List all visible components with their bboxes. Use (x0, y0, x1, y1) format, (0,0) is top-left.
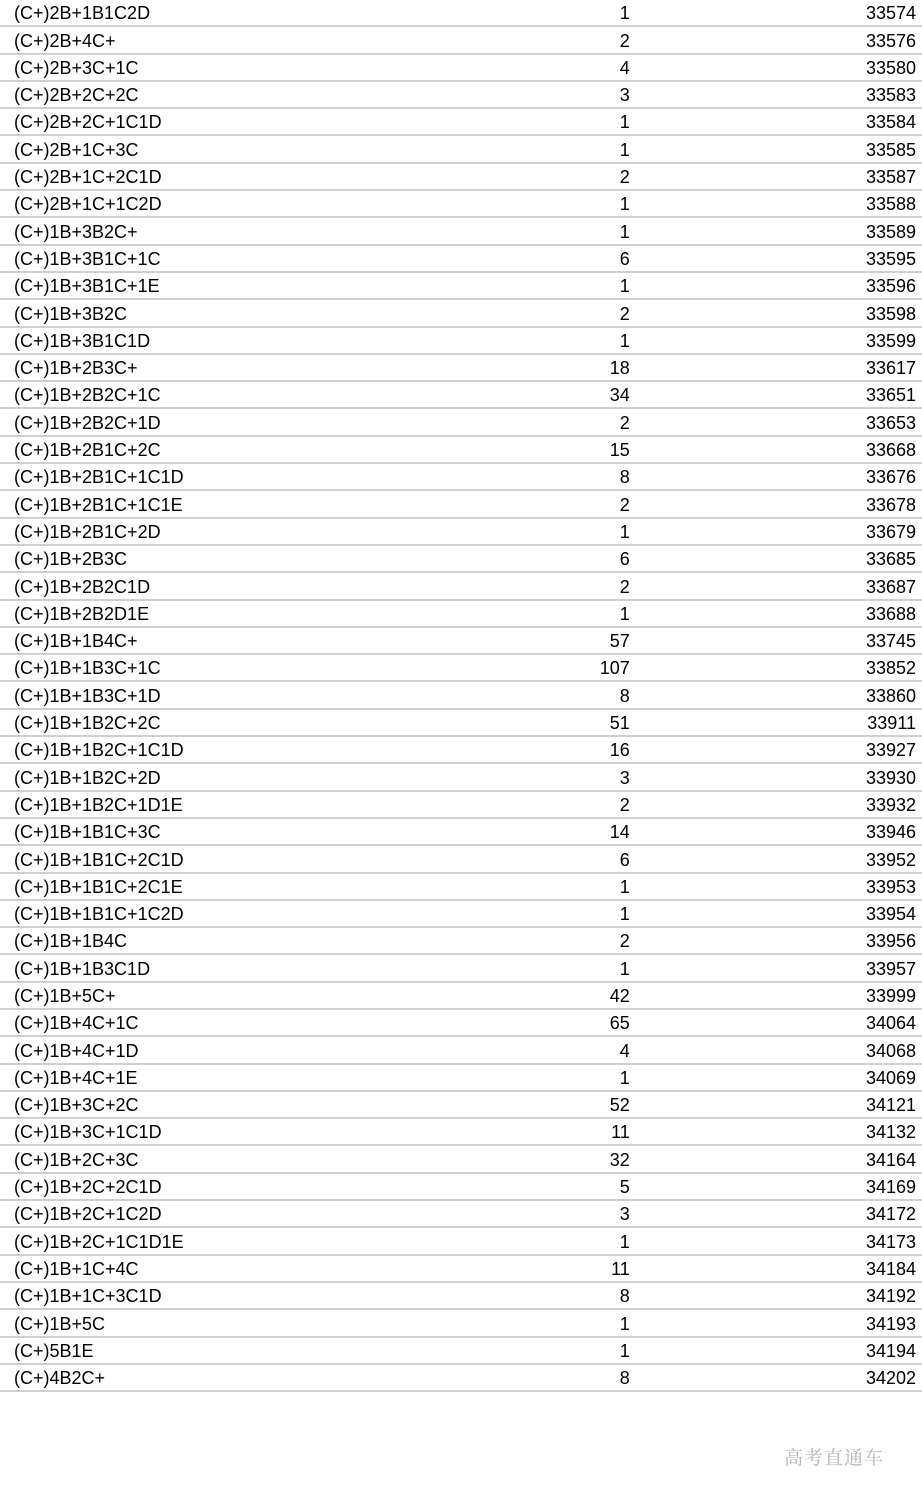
count-cell: 1 (619, 521, 630, 542)
count-cell: 15 (609, 440, 630, 461)
cumulative-cell: 33860 (865, 685, 916, 706)
cumulative-cell: 34172 (865, 1204, 916, 1225)
grade-combination-cell: (C+)1B+5C (14, 1313, 106, 1334)
grade-combination-cell: (C+)4B2C+ (14, 1368, 106, 1389)
table-row (0, 82, 922, 109)
table-row (0, 710, 922, 737)
cumulative-cell: 34194 (865, 1340, 916, 1361)
count-cell: 8 (619, 467, 630, 488)
count-cell: 1 (619, 139, 630, 160)
table-row (0, 1092, 922, 1119)
cumulative-cell: 33676 (865, 467, 916, 488)
grade-combination-cell: (C+)1B+2B3C+ (14, 358, 138, 379)
table-row (0, 819, 922, 846)
grade-combination-cell: (C+)1B+2B2C+1C (14, 385, 161, 406)
cumulative-cell: 34164 (865, 1149, 916, 1170)
table-row (0, 1365, 922, 1392)
cumulative-cell: 33679 (865, 521, 916, 542)
count-cell: 32 (609, 1149, 630, 1170)
grade-combination-cell: (C+)1B+2B1C+2C (14, 440, 161, 461)
watermark: 高考直通车 (784, 1447, 885, 1469)
grade-combination-cell: (C+)1B+2C+1C2D (14, 1204, 162, 1225)
table-row (0, 409, 922, 436)
count-cell: 1 (619, 904, 630, 925)
cumulative-cell: 33678 (865, 494, 916, 515)
cumulative-cell: 33952 (865, 849, 916, 870)
cumulative-cell: 34069 (865, 1067, 916, 1088)
count-cell: 3 (619, 1204, 630, 1225)
grade-combination-cell: (C+)2B+2C+1C1D (14, 112, 162, 133)
cumulative-cell: 33595 (865, 248, 916, 269)
count-cell: 4 (619, 1040, 630, 1061)
count-cell: 14 (609, 822, 630, 843)
count-cell: 1 (619, 876, 630, 897)
grade-combination-cell: (C+)2B+1C+2C1D (14, 167, 162, 188)
table-row (0, 983, 922, 1010)
table-row (0, 628, 922, 655)
table-row (0, 546, 922, 573)
count-cell: 1 (619, 221, 630, 242)
grade-combination-cell: (C+)1B+2B2C1D (14, 576, 151, 597)
table-row (0, 437, 922, 464)
table-row (0, 1065, 922, 1092)
count-cell: 11 (611, 1122, 630, 1143)
cumulative-cell: 33651 (865, 385, 916, 406)
table-row (0, 218, 922, 245)
count-cell: 2 (619, 167, 630, 188)
count-cell: 3 (619, 85, 630, 106)
grade-combination-cell: (C+)1B+3B2C+ (14, 221, 138, 242)
grade-combination-cell: (C+)2B+2C+2C (14, 85, 139, 106)
table-row (0, 1174, 922, 1201)
cumulative-cell: 33999 (865, 985, 916, 1006)
cumulative-cell: 33588 (865, 194, 916, 215)
cumulative-cell: 34173 (865, 1231, 916, 1252)
count-cell: 3 (619, 767, 630, 788)
table-row (0, 655, 922, 682)
cumulative-cell: 34193 (865, 1313, 916, 1334)
count-cell: 8 (619, 1368, 630, 1389)
grade-combination-cell: (C+)1B+1B1C+3C (14, 822, 161, 843)
count-cell: 1 (619, 276, 630, 297)
count-cell: 1 (619, 1067, 630, 1088)
count-cell: 8 (619, 685, 630, 706)
count-cell: 1 (619, 1340, 630, 1361)
table-row (0, 737, 922, 764)
grade-combination-cell: (C+)1B+1B1C+2C1E (14, 876, 183, 897)
grade-combination-cell: (C+)1B+1B4C+ (14, 631, 138, 652)
table-row (0, 464, 922, 491)
table-row (0, 273, 922, 300)
table-row (0, 0, 922, 27)
grade-combination-cell: (C+)1B+1B3C+1C (14, 658, 161, 679)
table-row (0, 1310, 922, 1337)
table-row (0, 246, 922, 273)
count-cell: 4 (619, 57, 630, 78)
count-cell: 2 (619, 30, 630, 51)
table-row (0, 1228, 922, 1255)
count-cell: 1 (619, 3, 630, 24)
grade-combination-cell: (C+)1B+2B2C+1D (14, 412, 161, 433)
cumulative-cell: 33574 (865, 3, 916, 24)
grade-combination-cell: (C+)1B+2C+1C1D1E (14, 1231, 184, 1252)
count-cell: 2 (619, 576, 630, 597)
count-cell: 51 (609, 713, 630, 734)
table-row (0, 1201, 922, 1228)
cumulative-cell: 33617 (865, 358, 916, 379)
table-row (0, 55, 922, 82)
table-row (0, 874, 922, 901)
count-cell: 1 (619, 603, 630, 624)
count-cell: 1 (619, 112, 630, 133)
cumulative-cell: 33585 (865, 139, 916, 160)
count-cell: 1 (619, 1313, 630, 1334)
count-cell: 6 (619, 248, 630, 269)
grade-combination-cell: (C+)1B+3B1C1D (14, 330, 151, 351)
grade-combination-cell: (C+)1B+2B1C+1C1D (14, 467, 184, 488)
cumulative-cell: 33576 (865, 30, 916, 51)
cumulative-cell: 33954 (865, 904, 916, 925)
table-row (0, 846, 922, 873)
count-cell: 1 (619, 194, 630, 215)
grade-combination-cell: (C+)1B+1B1C+1C2D (14, 904, 184, 925)
grade-combination-cell: (C+)1B+4C+1D (14, 1040, 139, 1061)
table-row (0, 1256, 922, 1283)
table-row (0, 300, 922, 327)
grade-combination-cell: (C+)1B+1B2C+2C (14, 713, 161, 734)
count-cell: 1 (619, 1231, 630, 1252)
table-row (0, 1037, 922, 1064)
table-row (0, 955, 922, 982)
table-row (0, 573, 922, 600)
cumulative-cell: 33957 (865, 958, 916, 979)
table-row (0, 328, 922, 355)
table-row (0, 792, 922, 819)
table-row (0, 382, 922, 409)
count-cell: 5 (619, 1177, 630, 1198)
cumulative-cell: 33946 (865, 822, 916, 843)
cumulative-cell: 33668 (865, 440, 916, 461)
table-row (0, 1010, 922, 1037)
count-cell: 1 (619, 958, 630, 979)
cumulative-cell: 33911 (867, 713, 916, 734)
cumulative-cell: 34064 (865, 1013, 916, 1034)
grade-combination-cell: (C+)1B+1B2C+2D (14, 767, 161, 788)
grade-combination-cell: (C+)1B+1B2C+1C1D (14, 740, 184, 761)
table-row (0, 27, 922, 54)
count-cell: 18 (609, 358, 630, 379)
grade-combination-cell: (C+)1B+5C+ (14, 985, 116, 1006)
cumulative-cell: 33685 (865, 549, 916, 570)
table-row (0, 164, 922, 191)
table-row (0, 764, 922, 791)
table-row (0, 355, 922, 382)
cumulative-cell: 33688 (865, 603, 916, 624)
grade-combination-cell: (C+)1B+4C+1C (14, 1013, 139, 1034)
grade-combination-cell: (C+)2B+1B1C2D (14, 3, 151, 24)
grade-combination-cell: (C+)1B+1B2C+1D1E (14, 794, 183, 815)
grade-combination-cell: (C+)1B+1C+4C (14, 1258, 139, 1279)
grade-combination-cell: (C+)5B1E (14, 1340, 94, 1361)
cumulative-cell: 33599 (865, 330, 916, 351)
grade-combination-cell: (C+)1B+1B4C (14, 931, 128, 952)
count-cell: 6 (619, 549, 630, 570)
grade-combination-cell: (C+)1B+1B3C1D (14, 958, 151, 979)
cumulative-cell: 34068 (865, 1040, 916, 1061)
table-row (0, 491, 922, 518)
table-row (0, 928, 922, 955)
cumulative-cell: 33589 (865, 221, 916, 242)
cumulative-cell: 33583 (865, 85, 916, 106)
cumulative-cell: 33596 (865, 276, 916, 297)
cumulative-cell: 34202 (865, 1368, 916, 1389)
grade-combination-cell: (C+)1B+4C+1E (14, 1067, 138, 1088)
grade-combination-cell: (C+)1B+3C+1C1D (14, 1122, 162, 1143)
grade-combination-cell: (C+)1B+2C+2C1D (14, 1177, 162, 1198)
count-cell: 2 (619, 931, 630, 952)
cumulative-cell: 33598 (865, 303, 916, 324)
table-row (0, 191, 922, 218)
cumulative-cell: 34192 (865, 1286, 916, 1307)
count-cell: 2 (619, 794, 630, 815)
grade-combination-cell: (C+)1B+1B1C+2C1D (14, 849, 184, 870)
cumulative-cell: 33953 (865, 876, 916, 897)
grade-combination-cell: (C+)2B+4C+ (14, 30, 116, 51)
grade-combination-cell: (C+)1B+3B1C+1E (14, 276, 160, 297)
grade-combination-cell: (C+)1B+2B1C+1C1E (14, 494, 183, 515)
grade-combination-cell: (C+)1B+2B3C (14, 549, 128, 570)
cumulative-cell: 33584 (865, 112, 916, 133)
table-row (0, 601, 922, 628)
count-cell: 57 (609, 631, 630, 652)
grade-combination-cell: (C+)1B+1C+3C1D (14, 1286, 162, 1307)
cumulative-cell: 33580 (865, 57, 916, 78)
count-cell: 2 (619, 494, 630, 515)
grade-combination-cell: (C+)2B+1C+1C2D (14, 194, 162, 215)
grade-combination-cell: (C+)1B+1B3C+1D (14, 685, 161, 706)
count-cell: 6 (619, 849, 630, 870)
table-row (0, 682, 922, 709)
cumulative-cell: 34169 (865, 1177, 916, 1198)
table-row (0, 1338, 922, 1365)
count-cell: 65 (609, 1013, 630, 1034)
table-row (0, 136, 922, 163)
cumulative-cell: 34121 (865, 1095, 916, 1116)
cumulative-cell: 33653 (865, 412, 916, 433)
cumulative-cell: 33932 (865, 794, 916, 815)
cumulative-cell: 33687 (865, 576, 916, 597)
cumulative-cell: 33956 (865, 931, 916, 952)
cumulative-cell: 33587 (865, 167, 916, 188)
count-cell: 8 (619, 1286, 630, 1307)
count-cell: 1 (619, 330, 630, 351)
cumulative-cell: 33852 (865, 658, 916, 679)
cumulative-cell: 33745 (865, 631, 916, 652)
grade-combination-cell: (C+)1B+2C+3C (14, 1149, 139, 1170)
table-row (0, 1119, 922, 1146)
cumulative-cell: 33927 (865, 740, 916, 761)
count-cell: 34 (609, 385, 630, 406)
grade-combination-cell: (C+)2B+3C+1C (14, 57, 139, 78)
count-cell: 11 (611, 1258, 630, 1279)
cumulative-cell: 34132 (865, 1122, 916, 1143)
cumulative-cell: 34184 (865, 1258, 916, 1279)
count-cell: 2 (619, 412, 630, 433)
table-row (0, 1146, 922, 1173)
count-cell: 42 (609, 985, 630, 1006)
count-cell: 52 (609, 1095, 630, 1116)
grade-combination-cell: (C+)1B+2B2D1E (14, 603, 150, 624)
grade-combination-cell: (C+)1B+2B1C+2D (14, 521, 161, 542)
cumulative-cell: 33930 (865, 767, 916, 788)
grade-combination-cell: (C+)1B+3B1C+1C (14, 248, 161, 269)
grade-combination-cell: (C+)2B+1C+3C (14, 139, 139, 160)
grade-combination-cell: (C+)1B+3C+2C (14, 1095, 139, 1116)
table-row (0, 1283, 922, 1310)
table-row (0, 519, 922, 546)
count-cell: 107 (599, 658, 630, 679)
table-row (0, 109, 922, 136)
grade-combination-cell: (C+)1B+3B2C (14, 303, 128, 324)
count-cell: 16 (609, 740, 630, 761)
table-row (0, 901, 922, 928)
count-cell: 2 (619, 303, 630, 324)
